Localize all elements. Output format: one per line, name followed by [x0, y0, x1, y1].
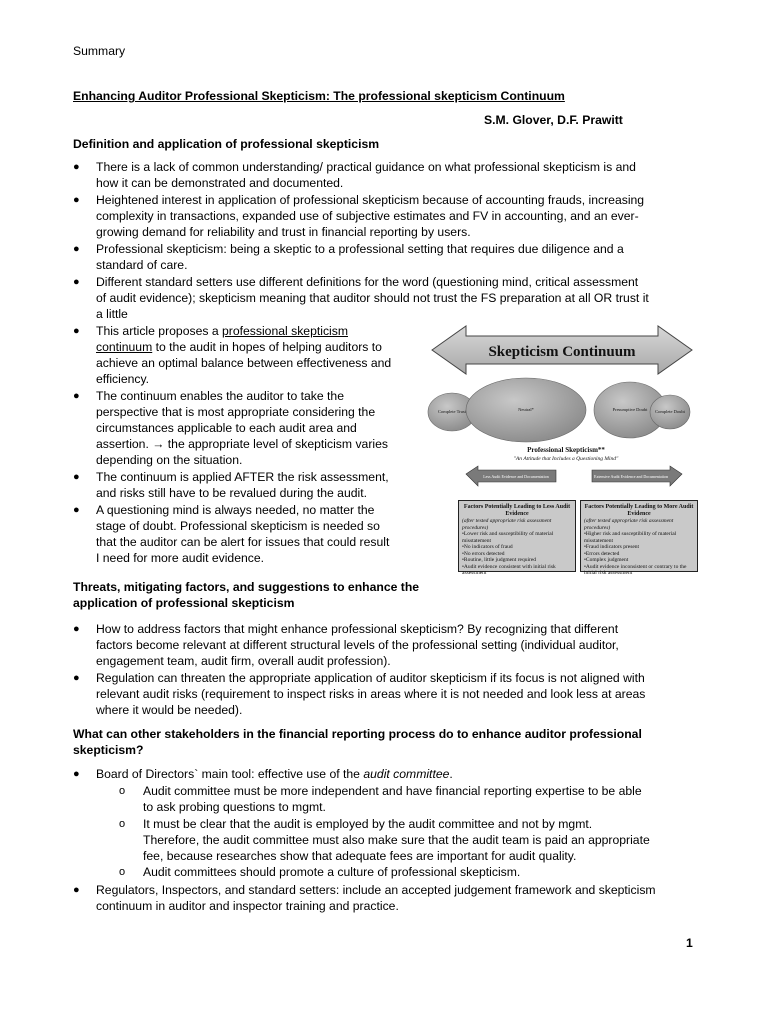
bullet-text: that the auditor can be alert for issues that could result — [96, 535, 390, 549]
factors-less-evidence-box — [458, 500, 576, 576]
bullet-text: how it can be demonstrated and documented. — [96, 176, 344, 190]
text-span: . — [449, 767, 453, 781]
bullet-text: How to address factors that might enhance professional skepticism? By recognizing that different — [96, 622, 619, 636]
box-left-note: (after tested appropriate risk assessment procedures) — [462, 518, 552, 531]
bullet-text: Professional skepticism: being a skeptic to a professional setting that requires due diligence and a — [96, 242, 624, 256]
bullet-text — [96, 323, 348, 339]
sub-bullet-text: It must be clear that the audit is employed by the audit committee and not by mgmt. — [143, 817, 593, 831]
bullet-icon: ● — [73, 325, 80, 337]
section-heading-threats: Threats, mitigating factors, and suggestions to enhance the — [73, 580, 420, 594]
bullet-text: The continuum enables the auditor to take the — [96, 389, 344, 403]
section-heading-stakeholders: skepticism? — [73, 743, 144, 757]
label-neutral: Neutral* — [518, 407, 534, 412]
list-item: •No indicators of fraud — [462, 544, 513, 550]
bullet-text: Different standard setters use different definitions for the word (questioning mind, critical assessment — [96, 275, 639, 289]
bullet-icon: ● — [73, 884, 80, 896]
box-left-title: Factors Potentially Leading to Less Audit Evidence — [463, 504, 571, 517]
bullet-text: There is a lack of common understanding/ practical guidance on what professional skepticism is and — [96, 160, 636, 174]
caption-title: Professional Skepticism** — [527, 446, 605, 454]
skepticism-continuum-figure — [426, 322, 698, 576]
bullet-text: growing demand for reliability and trust in financial reporting by users. — [96, 225, 471, 239]
bullet-text: achieve an optimal balance between effectiveness and — [96, 356, 392, 370]
bullet-text: engagement team, audit firm, overall audit profession). — [96, 654, 391, 668]
list-item: •Lower risk and susceptibility of material misstatement — [462, 531, 554, 544]
page-number: 1 — [686, 936, 693, 950]
box-right-title: Factors Potentially Leading to More Audit Evidence — [584, 504, 694, 517]
bullet-icon: ● — [73, 161, 80, 173]
sub-bullet-text: to ask probing questions to mgmt. — [143, 800, 326, 814]
bullet-text: and risks still have to be revalued during the audit. — [96, 486, 367, 500]
bullet-icon: ● — [73, 390, 80, 402]
bullet-text: efficiency. — [96, 372, 150, 386]
bullet-text: factors become relevant at different structural levels of the professional setting (individual auditor, — [96, 638, 619, 652]
sub-bullet-icon: o — [119, 785, 126, 797]
bullet-text: standard of care. — [96, 258, 188, 272]
bullet-text: a little — [96, 307, 128, 321]
bullet-icon: ● — [73, 623, 80, 635]
sub-bullet-icon: o — [119, 818, 126, 830]
bullet-text: relevant audit risks (requirement to inspect risks in areas where it is not needed and look less at areas — [96, 687, 646, 701]
bullet-text: stage of doubt. Professional skepticism is needed so — [96, 519, 380, 533]
bullet-text — [96, 339, 382, 355]
bullet-icon: ● — [73, 672, 80, 684]
section-heading-definition: Definition and application of professional skepticism — [73, 137, 380, 151]
text-span: to the audit in hopes of helping auditors to — [152, 340, 382, 354]
bullet-text: Regulators, Inspectors, and standard setters: include an accepted judgement framework and skepticism — [96, 883, 656, 897]
bullet-icon: ● — [73, 768, 80, 780]
section-heading-threats: application of professional skepticism — [73, 596, 295, 610]
label-presumptive-doubt: Presumptive Doubt — [612, 407, 648, 412]
bullet-text: Heightened interest in application of professional skepticism because of accounting frauds, increasing — [96, 193, 645, 207]
label-complete-trust: Complete Trust — [438, 409, 466, 414]
continuum-term: professional skepticism — [222, 324, 348, 338]
bullet-text: assertion. → the appropriate level of skepticism varies — [96, 437, 388, 451]
label-complete-doubt: Complete Doubt — [655, 409, 685, 414]
list-item: •Fraud indicators present — [584, 544, 640, 550]
document-title: Enhancing Auditor Professional Skepticism: The professional skepticism Continuum — [73, 89, 565, 103]
sub-bullet-icon: o — [119, 866, 126, 878]
list-item: •Audit evidence consistent with initial risk assessment — [462, 563, 556, 576]
caption-subtitle: "An Attitude that Includes a Questioning Mind" — [513, 456, 619, 462]
list-item: •Higher risk and susceptibility of material misstatement — [584, 531, 677, 544]
arrow-title: Skepticism Continuum — [488, 344, 636, 360]
bullet-icon: ● — [73, 194, 80, 206]
bullet-text: of audit evidence); skepticism meaning that auditor should not trust the FS preparation at all OR trust it — [96, 291, 649, 305]
list-item: •Complex judgment — [584, 557, 629, 563]
bullet-icon: ● — [73, 243, 80, 255]
box-right-note: (after tested appropriate risk assessment procedures) — [584, 518, 674, 531]
text-span: This article proposes a — [96, 324, 222, 338]
sub-bullet-text: Audit committee must be more independent and have financial reporting expertise to be able — [143, 784, 642, 798]
list-item: •Errors detected — [584, 550, 620, 557]
summary-label: Summary — [73, 44, 126, 58]
continuum-diagram — [426, 322, 698, 497]
list-item: •Audit evidence inconsistent or contrary to the initial risk assessment — [584, 563, 687, 576]
list-item: •No errors detected — [462, 550, 505, 557]
left-arrow-label: Less Audit Evidence and Documentation — [483, 474, 549, 479]
bullet-text: A questioning mind is always needed, no matter the — [96, 503, 375, 517]
text-span: Board of Directors` main tool: effective use of the — [96, 767, 364, 781]
bullet-text — [96, 766, 453, 782]
sub-bullet-text: Therefore, the audit committee must also make sure that the audit team is paid an appropriate — [143, 833, 650, 847]
sub-bullet-text: Audit committees should promote a culture of professional skepticism. — [143, 865, 521, 879]
sub-bullet-text: fee, because researches show that adequate fees are important for audit quality. — [143, 849, 577, 863]
bullet-text: The continuum is applied AFTER the risk assessment, — [96, 470, 389, 484]
bullet-text: I need for more audit evidence. — [96, 551, 265, 565]
bullet-icon: ● — [73, 504, 80, 516]
bullet-text: Regulation can threaten the appropriate application of auditor skepticism if its focus is not aligned with — [96, 671, 645, 685]
bullet-icon: ● — [73, 276, 80, 288]
bullet-text: perspective that is most appropriate considering the — [96, 405, 376, 419]
right-arrow-label: Extensive Audit Evidence and Documentation — [594, 474, 668, 479]
authors: S.M. Glover, D.F. Prawitt — [484, 113, 623, 127]
bullet-text: circumstances applicable to each audit area and — [96, 421, 357, 435]
section-heading-stakeholders: What can other stakeholders in the financial reporting process do to enhance auditor professional — [73, 727, 642, 741]
bullet-text: depending on the situation. — [96, 453, 243, 467]
bullet-text: where it would be needed). — [96, 703, 243, 717]
bullet-icon: ● — [73, 471, 80, 483]
factors-more-evidence-box — [580, 500, 698, 576]
list-item: •Routine, little judgment required — [462, 557, 537, 563]
audit-committee-term: audit committee — [363, 767, 450, 781]
bullet-text: complexity in transactions, expanded use of subjective estimates and FV in accounting, and an ever- — [96, 209, 639, 223]
continuum-term: continuum — [96, 340, 153, 354]
bullet-text: continuum in auditor and inspector training and practice. — [96, 899, 399, 913]
